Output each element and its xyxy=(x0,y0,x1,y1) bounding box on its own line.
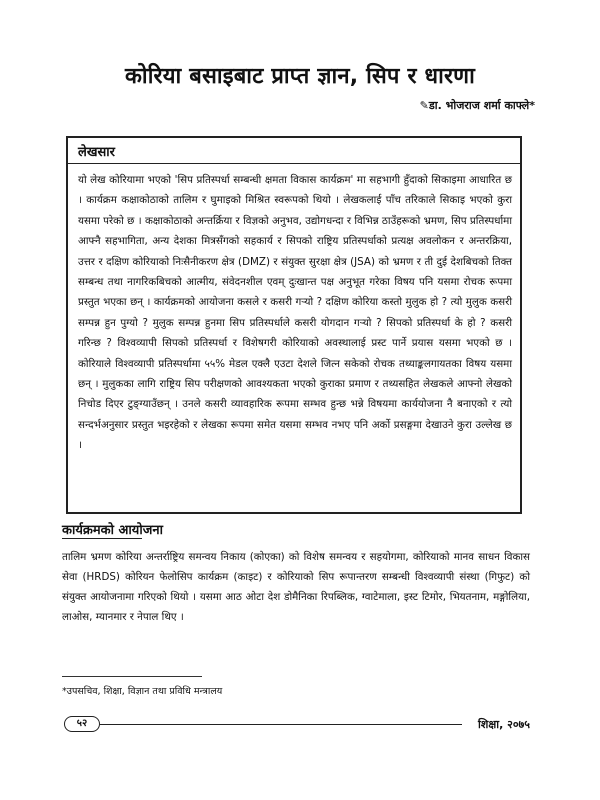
abstract-text: यो लेख कोरियामा भएको 'सिप प्रतिस्पर्धा सम्बन्धी क्षमता विकास कार्यक्रम' मा सहभागी हुँदाको सिकाइमा आधारित छ । कार्यक्रम कक्षाकोठाको तालिम र घुमाइको मिश्रित स्वरूपको थियो । लेखकलाई पाँच तरिकाले सिकाइ भएको कुरा यसमा परेको छ । कक्षाकोठाको अन्तर्क्रिया र विज्ञको अनुभव, उद्योगधन्दा र विभिन्न ठाउँहरूको भ्रमण, सिप प्रतिस्पर्धामा आफ्नै सहभागिता, अन्य देशका मित्रसँगको सहकार्य र सिपको राष्ट्रिय प्रतिस्पर्धाको प्रत्यक्ष अवलोकन र अन्तरक्रिया, उत्तर र दक्षिण कोरियाको निःसैनीकरण क्षेत्र (DMZ) र संयुक्त सुरक्षा क्षेत्र (JSA) को भ्रमण र ती दुई देशबिचको तिक्त सम्बन्ध तथा नागरिकबिचको आत्मीय, संवेदनशील एवम् दुःखान्त पक्ष अनुभूत गरेका विषय पनि यसमा रोचक रूपमा प्रस्तुत भएका छन् । कार्यक्रमको आयोजना कसले र कसरी गऱ्यो ? दक्षिण कोरिया कस्तो मुलुक हो ? त्यो मुलुक कसरी सम्पन्न हुन पुग्यो ? मुलुक सम्पन्न हुनमा सिप प्रतिस्पर्धाले कसरी योगदान गऱ्यो ? सिपको प्रतिस्पर्धा के हो ? कसरी गरिन्छ ? विश्वव्यापी सिपको प्रतिस्पर्धा र विशेषगरी कोरियाको अवस्थालाई प्रस्ट पार्ने प्रयास यसमा भएको छ । कोरियाले विश्वव्यापी प्रतिस्पर्धामा ५५% मेडल एक्लै एउटा देशले जित्न सकेको रोचक तथ्याङ्कलगायतका विषय यसमा छन् । मुलुकका लागि राष्ट्रिय सिप परीक्षणको आवश्यकता भएको कुराका प्रमाण र तथ्यसहित लेखकले आफ्नो लेखको निचोड दिएर टुङ्ग्याउँछन् । उनले कसरी व्यावहारिक रूपमा सम्भव हुन्छ भन्ने विषयमा कार्ययोजना नै बनाएको र त्यो सन्दर्भअनुसार प्रस्तुत भइरहेको र लेखका रूपमा समेत यसमा सम्भव नभए पनि अर्को प्रसङ्गमा देखाउने कुरा उल्लेख छ । xyxy=(78,174,512,452)
section-heading: कार्यक्रमको आयोजना xyxy=(62,523,163,538)
journal-name: शिक्षा, २०७५ xyxy=(478,718,530,731)
author-name: ✎डा. भोजराज शर्मा काफ्ले* xyxy=(419,99,535,112)
footnote-divider xyxy=(62,676,202,677)
page-number: ५२ xyxy=(64,716,100,732)
section-body-text: तालिम भ्रमण कोरिया अन्तर्राष्ट्रिय समन्वय निकाय (कोएका) को विशेष समन्वय र सहयोगमा, कोरियाको मानव साधन विकास सेवा (HRDS) कोरियन फेलोसिप कार्यक्रम (काइट) र कोरियाको सिप रूपान्तरण सम्बन्धी विश्वव्यापी संस्था (गिफुट) को संयुक्त आयोजनामा गरिएको थियो । यसमा आठ ओटा देश डोमैनिका रिपब्लिक, ग्वाटेमाला, इस्ट टिमोर, भियतनाम, मङ्गोलिया, लाओस, म्यानमार र नेपाल थिए । xyxy=(62,551,530,623)
article-title: कोरिया बसाइबाट प्राप्त ज्ञान, सिप र धारणा xyxy=(125,64,475,89)
abstract-divider xyxy=(68,163,520,164)
footer-rule xyxy=(100,724,462,725)
abstract-heading: लेखसार xyxy=(78,145,115,160)
abstract-box xyxy=(66,136,522,514)
section-heading-underline xyxy=(62,538,142,539)
footnote: *उपसचिव, शिक्षा, विज्ञान तथा प्रविधि मन्त्रालय xyxy=(62,686,223,697)
